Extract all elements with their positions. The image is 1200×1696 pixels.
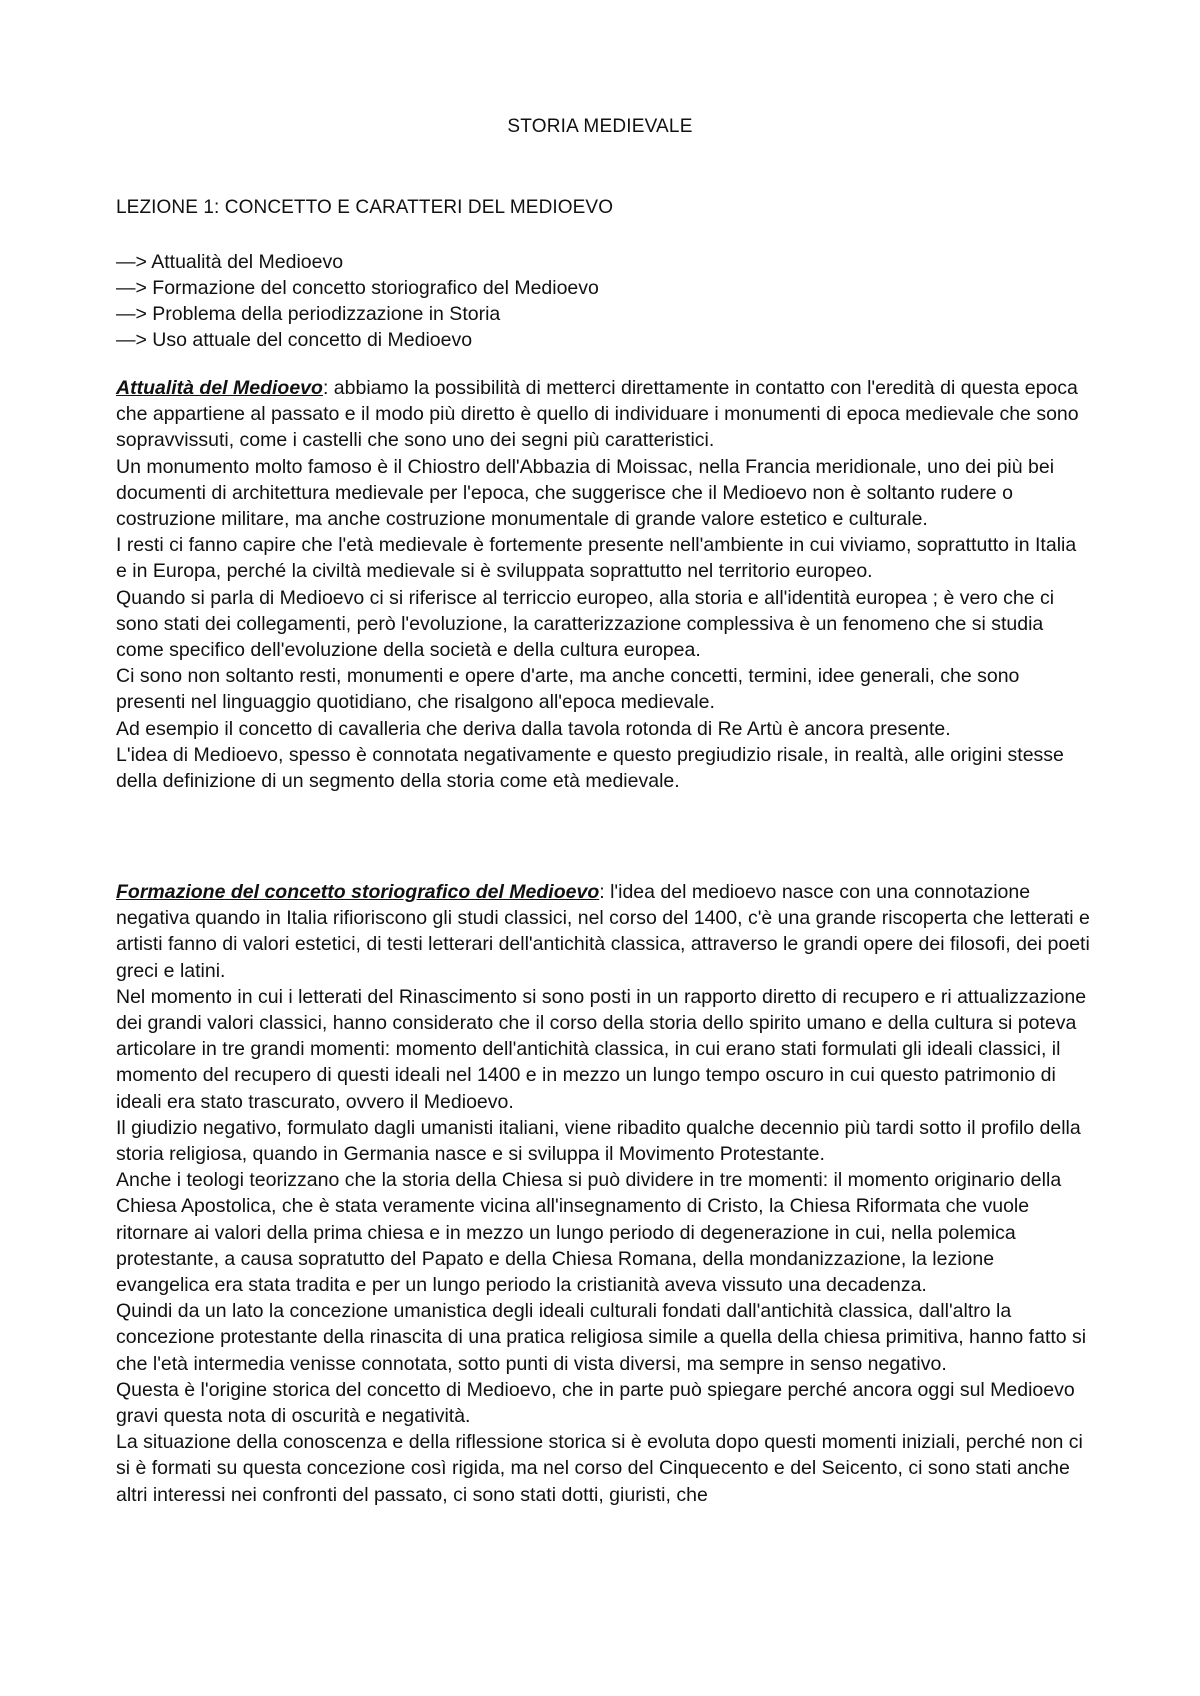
body-paragraph: La situazione della conoscenza e della riflessione storica si è evoluta dopo questi momenti iniziali, perché non ci si è formati su questa concezione così rigida, ma nel corso del Cinquecento e del Seicento, ci sono stati anche altri interessi nei confronti del passato, ci sono stati dotti, giuristi, che xyxy=(116,1431,1083,1506)
body-paragraph: Ad esempio il concetto di cavalleria che deriva dalla tavola rotonda di Re Artù è ancora presente. xyxy=(116,717,951,740)
section-intro-paragraph xyxy=(116,879,1092,984)
outline-item: —> Problema della periodizzazione in Storia xyxy=(116,303,501,325)
lesson-title: LEZIONE 1: CONCETTO E CARATTERI DEL MEDIOEVO xyxy=(116,197,614,218)
lesson-outline xyxy=(116,249,599,353)
body-paragraph: Questa è l'origine storica del concetto di Medioevo, che in parte può spiegare perché ancora oggi sul Medioevo gravi questa nota di oscurità e negatività. xyxy=(116,1378,1075,1428)
body-paragraph: Nel momento in cui i letterati del Rinascimento si sono posti in un rapporto diretto di recupero e ri attualizzazione dei grandi valori classici, hanno considerato che il corso della storia dello spirito umano e della cultura si poteva articolare in tre grandi momenti: momento dell'antichità classica, in cui erano stati formulati gli ideali classici, il momento del recupero di questi ideali nel 1400 e in mezzo un lungo tempo oscuro in cui questo patrimonio di ideali era stato trascurato, ovvero il Medioevo. xyxy=(116,985,1087,1113)
document-title: STORIA MEDIEVALE xyxy=(507,116,693,137)
section-intro-text: : abbiamo la possibilità di metterci direttamente in contatto con l'eredità di questa epoca che appartiene al passato e il modo più diretto è quello di individuare i monumenti di epoca medievale che sono sopravvissuti, come i castelli che sono uno dei segni più caratteristici. xyxy=(116,377,1079,452)
section-heading: Attualità del Medioevo xyxy=(116,377,323,399)
body-paragraph: Anche i teologi teorizzano che la storia della Chiesa si può dividere in tre momenti: il momento originario della Chiesa Apostolica, che è stata veramente vicina all'insegnamento di Cristo, la Chiesa Riformata che vuole ritornare ai valori della prima chiesa e in mezzo un lungo periodo di degenerazione in cui, nella polemica protestante, a causa sopratutto del Papato e della Chiesa Romana, della mondanizzazione, la lezione evangelica era stata tradita e per un lungo periodo la cristianità aveva vissuto una decadenza. xyxy=(116,1169,1062,1297)
outline-item: —> Uso attuale del concetto di Medioevo xyxy=(116,329,473,351)
section-heading: Formazione del concetto storiografico del Medioevo xyxy=(116,881,600,903)
section-intro-paragraph xyxy=(116,375,1092,454)
section-attualita xyxy=(116,375,1092,794)
body-paragraph: Il giudizio negativo, formulato dagli umanisti italiani, viene ribadito qualche decennio più tardi sotto il profilo della storia religiosa, quando in Germania nasce e si sviluppa il Movimento Protestante. xyxy=(116,1116,1081,1166)
body-paragraph: Ci sono non soltanto resti, monumenti e opere d'arte, ma anche concetti, termini, idee generali, che sono presenti nel linguaggio quotidiano, che risalgono all'epoca medievale. xyxy=(116,665,1020,714)
outline-item: —> Attualità del Medioevo xyxy=(116,251,344,273)
body-paragraph: Quindi da un lato la concezione umanistica degli ideali culturali fondati dall'antichità classica, dall'altro la concezione protestante della rinascita di una pratica religiosa simile a quella della chiesa primitiva, hanno fatto si che l'età intermedia venisse connotata, sotto punti di vista diversi, ma sempre in senso negativo. xyxy=(116,1300,1087,1375)
body-paragraph: Un monumento molto famoso è il Chiostro dell'Abbazia di Moissac, nella Francia meridionale, uno dei più bei documenti di architettura medievale per l'epoca, che suggerisce che il Medioevo non è soltanto rudere o costruzione militare, ma anche costruzione monumentale di grande valore estetico e culturale. xyxy=(116,455,1055,531)
section-intro-text: : l'idea del medioevo nasce con una connotazione negativa quando in Italia rifioriscono gli studi classici, nel corso del 1400, c'è una grande riscoperta che letterati e artisti fanno di valori estetici, di testi letterari dell'antichità classica, attraverso le grandi opere dei filosofi, dei poeti greci e latini. xyxy=(116,881,1090,982)
body-paragraph: Quando si parla di Medioevo ci si riferisce al terriccio europeo, alla storia e all'identità europea ; è vero che ci sono stati dei collegamenti, però l'evoluzione, la caratterizzazione complessiva è un fenomeno che si studia come specifico dell'evoluzione della società e della cultura europea. xyxy=(116,586,1055,662)
body-paragraph: L'idea di Medioevo, spesso è connotata negativamente e questo pregiudizio risale, in realtà, alle origini stesse della definizione di un segmento della storia come età medievale. xyxy=(116,743,1064,793)
outline-item: —> Formazione del concetto storiografico del Medioevo xyxy=(116,277,599,299)
body-paragraph: I resti ci fanno capire che l'età medievale è fortemente presente nell'ambiente in cui viviamo, soprattutto in Italia e in Europa, perché la civiltà medievale si è sviluppata soprattutto nel territorio europeo. xyxy=(116,534,1077,583)
section-formazione xyxy=(116,879,1092,1508)
